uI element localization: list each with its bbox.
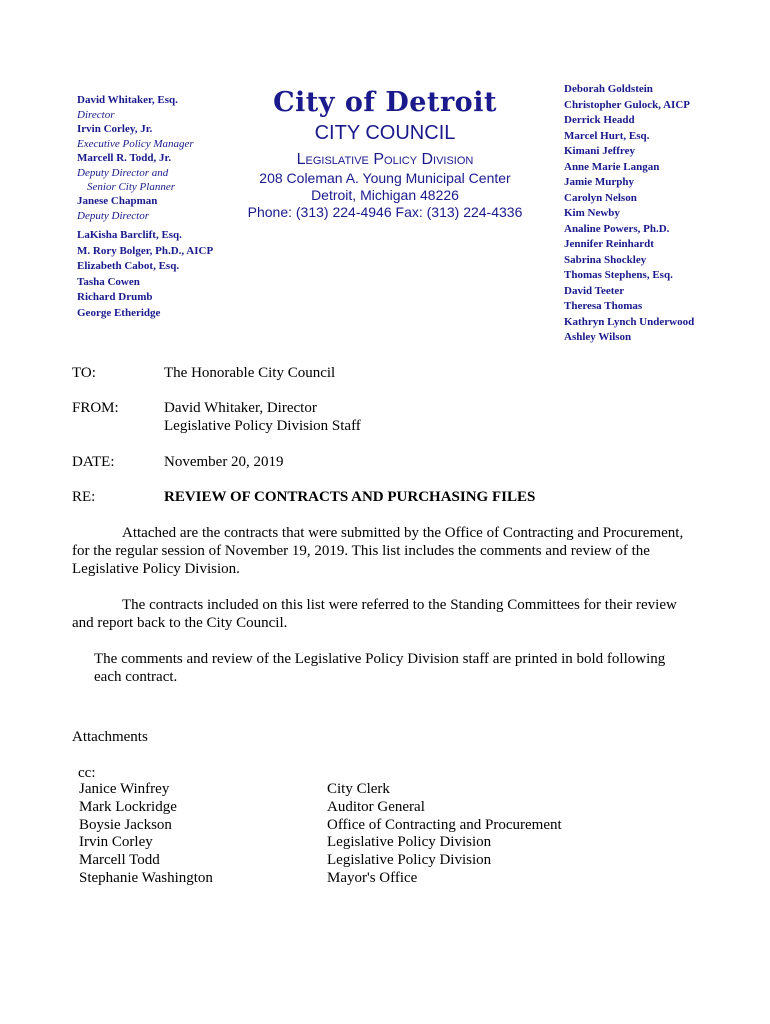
staff-name: Carolyn Nelson <box>564 191 637 204</box>
cc-role: Mayor's Office <box>327 869 418 886</box>
paragraph-2 <box>72 596 698 632</box>
staff-title: Deputy Director <box>77 210 149 222</box>
memo-value: Legislative Policy Division Staff <box>164 418 361 434</box>
staff-name: Kathryn Lynch Underwood <box>564 315 695 328</box>
council-heading: CITY COUNCIL <box>314 122 456 144</box>
cc-name: Janice Winfrey <box>79 781 170 797</box>
paragraph-3 <box>94 650 694 686</box>
staff-name: Ashley Wilson <box>564 331 632 343</box>
staff-title: Deputy Director and <box>77 167 169 179</box>
paragraph-line: The contracts included on this list were referred to the Standing Committees for their review <box>122 597 677 613</box>
memo-value: November 20, 2019 <box>164 454 284 470</box>
staff-name: David Whitaker, Esq. <box>77 94 178 106</box>
city-title: City of Detroit <box>273 87 497 118</box>
staff-name: Irvin Corley, Jr. <box>77 123 153 135</box>
cc-roles <box>327 781 562 888</box>
staff-name: M. Rory Bolger, Ph.D., AICP <box>77 244 214 257</box>
staff-name: Richard Drumb <box>77 291 153 303</box>
paragraph-line: each contract. <box>94 669 178 685</box>
left-staff-list-2 <box>77 228 297 321</box>
paragraph-line: Attached are the contracts that were submitted by the Office of Contracting and Procurement, <box>122 525 684 541</box>
cc-name: Marcell Todd <box>79 852 160 869</box>
staff-name: Christopher Gulock, AICP <box>564 98 691 111</box>
phone-fax: Phone: (313) 224-4946 Fax: (313) 224-4336 <box>247 204 523 220</box>
staff-name: Thomas Stephens, Esq. <box>564 269 673 281</box>
cc-label: cc: <box>78 765 96 781</box>
staff-name: Janese Chapman <box>77 195 158 207</box>
staff-name: Kimani Jeffrey <box>564 145 635 157</box>
memo-value: The Honorable City Council <box>164 365 336 381</box>
staff-name: Anne Marie Langan <box>564 160 660 173</box>
cc-name: Mark Lockridge <box>79 798 177 815</box>
paragraph-line: The comments and review of the Legislative Policy Division staff are printed in bold following <box>94 651 666 667</box>
staff-title: Executive Policy Manager <box>77 138 194 150</box>
memo-subject: REVIEW OF CONTRACTS AND PURCHASING FILES <box>164 489 536 505</box>
cc-name: Irvin Corley <box>79 834 153 851</box>
paragraph-line: and report back to the City Council. <box>72 615 288 631</box>
staff-name: Marcell R. Todd, Jr. <box>77 152 172 164</box>
staff-name: David Teeter <box>564 284 625 297</box>
cc-name: Boysie Jackson <box>79 816 172 833</box>
cc-name: Stephanie Washington <box>79 869 213 886</box>
staff-title: Senior City Planner <box>87 181 175 193</box>
staff-name: LaKisha Barclift, Esq. <box>77 229 182 241</box>
paragraph-line: for the regular session of November 19, 2019. This list includes the comments and review of the <box>72 543 650 559</box>
address-line: 208 Coleman A. Young Municipal Center <box>259 170 511 186</box>
memo-label: TO: <box>72 365 96 381</box>
staff-name: Kim Newby <box>564 207 620 219</box>
paragraph-1 <box>72 524 698 578</box>
cc-names <box>79 781 213 888</box>
staff-title: Director <box>77 109 115 121</box>
right-staff-list <box>564 82 764 346</box>
cc-role: Office of Contracting and Procurement <box>327 816 562 833</box>
staff-name: Deborah Goldstein <box>564 83 653 95</box>
paragraph-line: Legislative Policy Division. <box>72 561 240 577</box>
staff-name: Jennifer Reinhardt <box>564 238 654 250</box>
staff-name: Elizabeth Cabot, Esq. <box>77 260 180 272</box>
cc-role: Legislative Policy Division <box>327 834 492 851</box>
letterhead <box>235 86 535 221</box>
cc-role: Legislative Policy Division <box>327 852 492 869</box>
staff-name: Jamie Murphy <box>564 176 634 188</box>
memo-label: FROM: <box>72 400 119 416</box>
memo-label: DATE: <box>72 454 115 470</box>
attachments-label: Attachments <box>72 729 148 745</box>
cc-role: City Clerk <box>327 781 390 797</box>
staff-name: Theresa Thomas <box>564 300 643 312</box>
address-line: Detroit, Michigan 48226 <box>311 187 459 203</box>
staff-name: Tasha Cowen <box>77 275 140 288</box>
memo-value: David Whitaker, Director <box>164 400 317 416</box>
staff-name: George Etheridge <box>77 306 161 319</box>
division-heading: Legislative Policy Division <box>296 151 474 168</box>
staff-name: Analine Powers, Ph.D. <box>564 222 670 235</box>
staff-name: Sabrina Shockley <box>564 253 647 266</box>
staff-name: Derrick Headd <box>564 114 635 126</box>
memo-label: RE: <box>72 489 96 505</box>
cc-role: Auditor General <box>327 798 425 815</box>
staff-name: Marcel Hurt, Esq. <box>564 129 650 142</box>
